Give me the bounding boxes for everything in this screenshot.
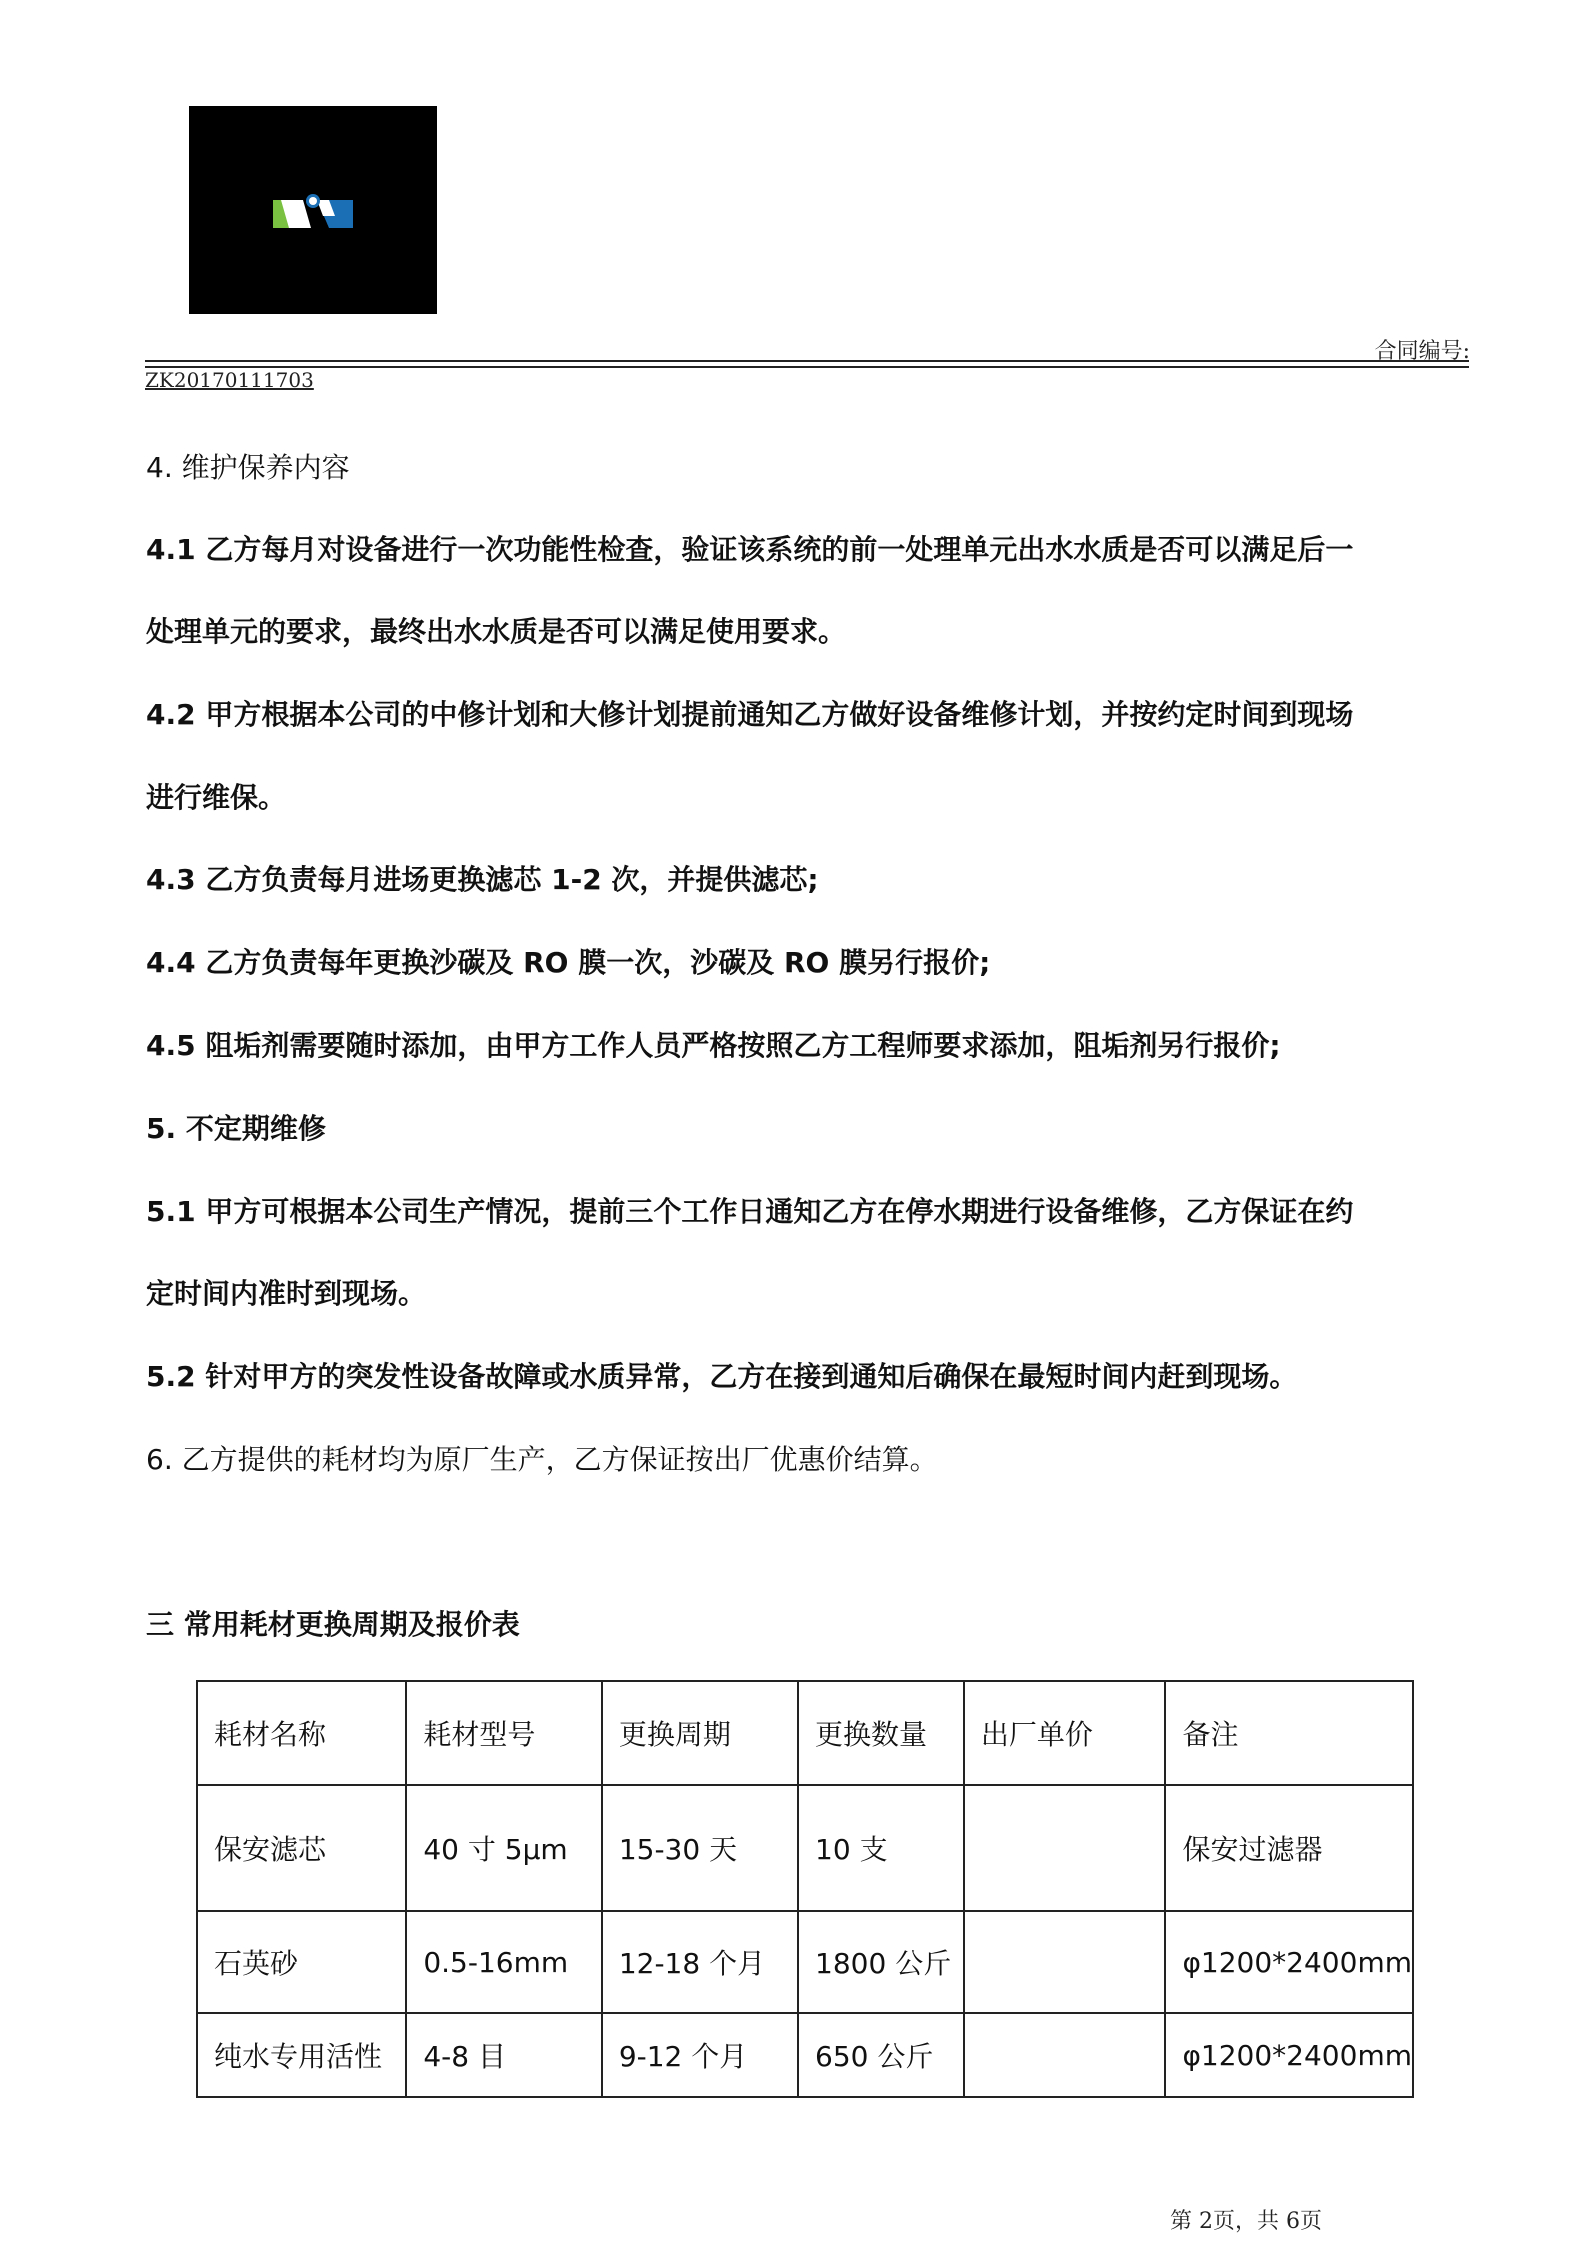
table-cell: 9-12 个月 (602, 2013, 798, 2097)
table-cell: 石英砂 (197, 1911, 406, 2013)
table-cell (964, 1911, 1166, 2013)
table-cell: 纯水专用活性 (197, 2013, 406, 2097)
clause-4-4: 4.4 乙方负责每年更换沙碳及 RO 膜一次，沙碳及 RO 膜另行报价; (146, 946, 991, 979)
table-header-cell: 出厂单价 (964, 1681, 1166, 1785)
table-header-row (197, 1681, 1413, 1785)
clause-5-1-line-2: 定时间内准时到现场。 (146, 1277, 427, 1310)
table-cell: 10 支 (798, 1785, 964, 1911)
consumables-price-table (196, 1680, 1414, 2098)
header-rule-top (145, 360, 1469, 362)
table-cell: φ1200*2400mm (1165, 2013, 1413, 2097)
section-3-title: 三 常用耗材更换周期及报价表 (146, 1608, 520, 1641)
section-5-title: 5. 不定期维修 (146, 1112, 326, 1145)
logo-mark-icon (273, 192, 353, 232)
table-header-cell: 备注 (1165, 1681, 1413, 1785)
contract-number-label: 合同编号: (1374, 339, 1470, 364)
page-number: 第 2页，共 6页 (1170, 2209, 1322, 2234)
table-header-cell: 耗材名称 (197, 1681, 406, 1785)
table-cell: 4-8 目 (406, 2013, 602, 2097)
table-cell (964, 1785, 1166, 1911)
company-logo (189, 106, 437, 314)
table-row (197, 1911, 1413, 2013)
table-cell: 1800 公斤 (798, 1911, 964, 2013)
table-header-cell: 耗材型号 (406, 1681, 602, 1785)
clause-6: 6. 乙方提供的耗材均为原厂生产，乙方保证按出厂优惠价结算。 (146, 1443, 938, 1476)
table-cell: 15-30 天 (602, 1785, 798, 1911)
table-cell: 12-18 个月 (602, 1911, 798, 2013)
table-cell: 650 公斤 (798, 2013, 964, 2097)
table-row (197, 2013, 1413, 2097)
contract-number: ZK20170111703 (145, 368, 314, 392)
section-4-title: 4. 维护保养内容 (146, 451, 350, 484)
table-header-cell: 更换数量 (798, 1681, 964, 1785)
header-rule-bottom (145, 366, 1469, 368)
table-cell (964, 2013, 1166, 2097)
table-row (197, 1785, 1413, 1911)
table-cell: 保安滤芯 (197, 1785, 406, 1911)
table-cell: φ1200*2400mm (1165, 1911, 1413, 2013)
clause-4-1-line-2: 处理单元的要求，最终出水水质是否可以满足使用要求。 (146, 615, 847, 648)
clause-4-2-line-1: 4.2 甲方根据本公司的中修计划和大修计划提前通知乙方做好设备维修计划，并按约定时间到现场 (146, 698, 1354, 731)
clause-4-2-line-2: 进行维保。 (146, 781, 287, 814)
clause-4-1-line-1: 4.1 乙方每月对设备进行一次功能性检查，验证该系统的前一处理单元出水水质是否可以满足后一 (146, 533, 1354, 566)
clause-5-1-line-1: 5.1 甲方可根据本公司生产情况，提前三个工作日通知乙方在停水期进行设备维修，乙方保证在约 (146, 1195, 1354, 1228)
clause-5-2: 5.2 针对甲方的突发性设备故障或水质异常，乙方在接到通知后确保在最短时间内赶到现场。 (146, 1360, 1298, 1393)
clause-4-3: 4.3 乙方负责每月进场更换滤芯 1-2 次，并提供滤芯; (146, 863, 819, 896)
table-cell: 保安过滤器 (1165, 1785, 1413, 1911)
table-header-cell: 更换周期 (602, 1681, 798, 1785)
clause-4-5: 4.5 阻垢剂需要随时添加，由甲方工作人员严格按照乙方工程师要求添加，阻垢剂另行报价; (146, 1029, 1281, 1062)
table-cell: 0.5-16mm (406, 1911, 602, 2013)
table-cell: 40 寸 5μm (406, 1785, 602, 1911)
